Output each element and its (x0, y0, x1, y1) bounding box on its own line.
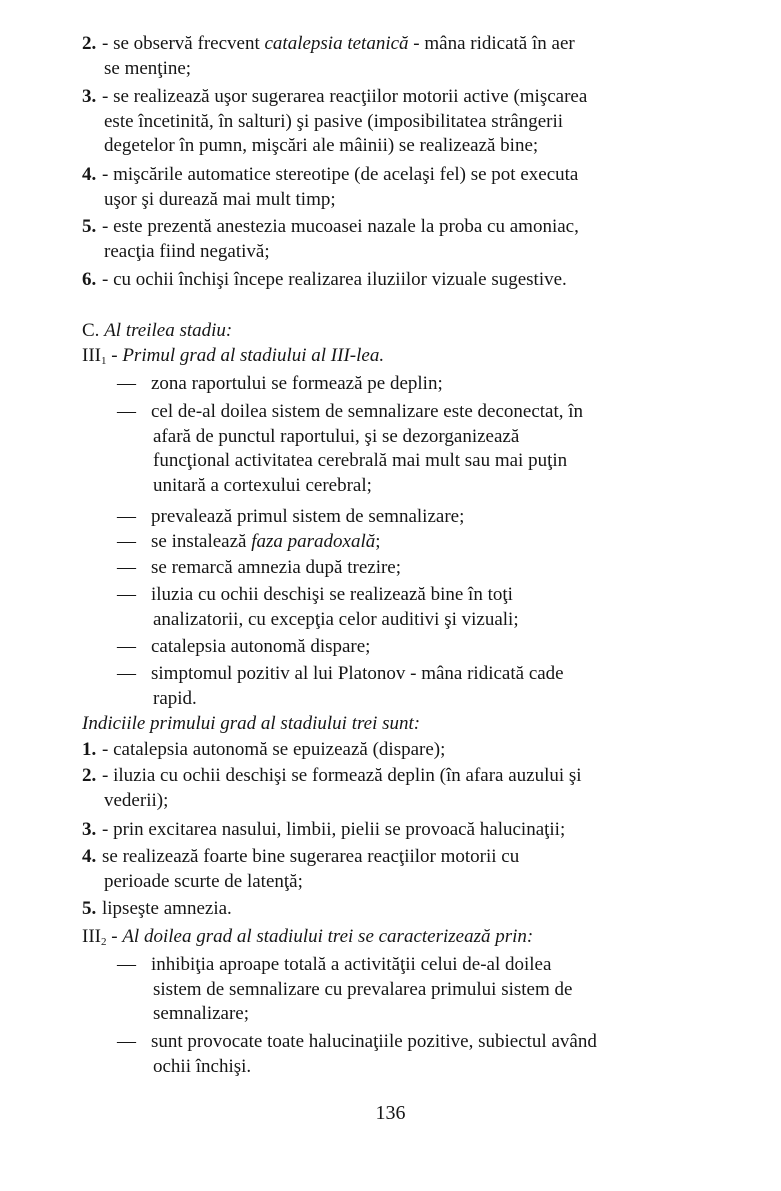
item-number: 6. (82, 269, 97, 290)
subsection-heading: $III_2$ - Al doilea grad al stadiului trei se caracterizează prin: (82, 926, 534, 948)
page-number: 136 (375, 1102, 406, 1124)
section-heading: C. Al treilea stadiu: (82, 320, 233, 341)
item-number: 3. (82, 86, 97, 107)
dash-item: — catalepsia autonomă dispare; (117, 636, 371, 657)
list-item (82, 268, 694, 293)
dash-item: — cel de-al doilea sistem de semnalizare este deconectat, în afară de punctul raportului, şi se dezorganizează funcţional activitatea cerebrală mai mult sau mai puţin unitară a cortexului cerebral; (117, 401, 584, 496)
item-text-cont: uşor şi durează mai mult timp; (104, 188, 336, 210)
dash-item: — iluzia cu ochii deschişi se realizează bine în toţi analizatorii, cu excepţia celor auditivi şi vizuali; (117, 584, 519, 630)
list-item (82, 32, 694, 81)
item-number: 5. (82, 216, 97, 237)
list-item (82, 215, 694, 264)
item-text: - cu ochii închişi începe realizarea iluziilor vizuale sugestive. (102, 269, 567, 290)
item-text-cont: reacţia fiind negativă; (104, 240, 270, 262)
dash-item: — zona raportului se formează pe deplin; (117, 373, 443, 394)
dash-item: — se remarcă amnezia după trezire; (117, 557, 402, 578)
list-item: 5. lipseşte amnezia. (82, 898, 232, 919)
dash-item: — simptomul pozitiv al lui Platonov - mâna ridicată cade rapid. (117, 663, 564, 709)
item-number: 4. (82, 164, 97, 185)
list-item: 2. - iluzia cu ochii deschişi se formează deplin (în afara auzului şi vederii); (82, 765, 582, 811)
list-item: 1. - catalepsia autonomă se epuizează (dispare); (82, 739, 446, 760)
list-item: 4. se realizează foarte bine sugerarea reacţiilor motorii cu perioade scurte de latenţă; (82, 846, 520, 892)
item-text: - se observă frecvent catalepsia tetanică - mâna ridicată în aer (102, 33, 575, 54)
list-item (82, 85, 694, 159)
indicii-heading: Indiciile primului grad al stadiului trei sunt: (82, 713, 421, 734)
dash-item: — se instalează faza paradoxală; (117, 531, 381, 552)
item-text-cont: este încetinită, în salturi) şi pasive (imposibilitatea strângerii (104, 110, 564, 132)
dash-item: — prevalează primul sistem de semnalizare; (117, 506, 465, 527)
dash-item: — sunt provocate toate halucinaţiile pozitive, subiectul având ochii închişi. (117, 1031, 597, 1077)
item-text-cont: degetelor în pumn, mişcări ale mâinii) se realizează bine; (104, 135, 539, 156)
list-item: 3. - prin excitarea nasului, limbii, pielii se provoacă halucinaţii; (82, 819, 566, 840)
item-text-cont: se menţine; (104, 57, 192, 79)
item-number: 2. (82, 33, 97, 54)
item-text: - se realizează uşor sugerarea reacţiilor motorii active (mişcarea (102, 86, 588, 107)
item-text: - este prezentă anestezia mucoasei nazale la proba cu amoniac, (102, 216, 579, 237)
list-item (82, 163, 694, 212)
dash-item: — inhibiţia aproape totală a activităţii celui de-al doilea sistem de semnalizare cu prevalarea primului sistem de semnalizare; (117, 954, 573, 1024)
subsection-heading: $III_1$ - Primul grad al stadiului al III-lea. (82, 345, 385, 367)
item-text: - mişcările automatice stereotipe (de acelaşi fel) se pot executa (102, 164, 579, 185)
